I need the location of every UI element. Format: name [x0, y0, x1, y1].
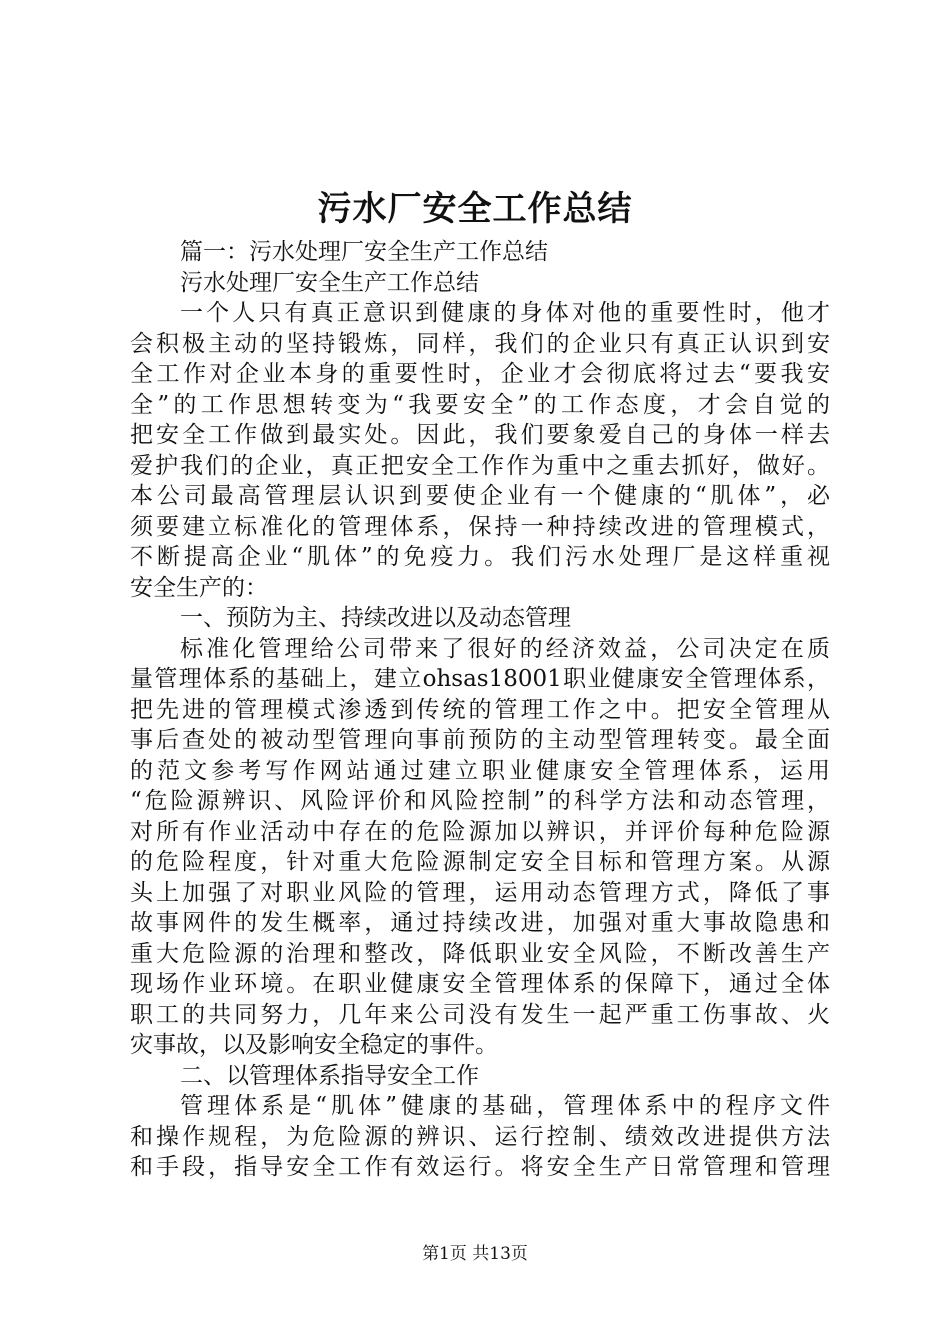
body-line: 全工作对企业本身的重要性时，企业才会彻底将过去“要我安: [130, 361, 830, 387]
document-title: 污水厂安全工作总结: [317, 189, 633, 229]
document-body: [130, 237, 830, 1183]
body-line: 对所有作业活动中存在的危险源加以辨识，并评价每种危险源: [130, 818, 830, 845]
body-line: 标准化管理给公司带来了很好的经济效益，公司决定在质: [180, 635, 830, 662]
body-line: 爱护我们的企业，真正把安全工作作为重中之重去抓好，做好。: [130, 452, 830, 479]
body-line: 二、以管理体系指导安全工作: [180, 1062, 479, 1089]
body-line: 篇一：污水处理厂安全生产工作总结: [180, 239, 548, 265]
body-line: 职工的共同努力，几年来公司没有发生一起严重工伤事故、火: [130, 1001, 830, 1028]
body-line: 量管理体系的基础上，建立ohsas18001职业健康安全管理体系，: [130, 666, 830, 692]
body-line: 现场作业环境。在职业健康安全管理体系的保障下，通过全体: [130, 971, 830, 997]
body-line: 安全生产的：: [130, 574, 268, 601]
body-line: 会积极主动的坚持锻炼，同样，我们的企业只有真正认识到安: [130, 330, 830, 357]
body-line: 不断提高企业“肌体”的免疫力。我们污水处理厂是这样重视: [130, 544, 830, 570]
body-line: 管理体系是“肌体”健康的基础，管理体系中的程序文件: [180, 1093, 830, 1119]
body-line: 故事网件的发生概率，通过持续改进，加强对重大事故隐患和: [130, 910, 830, 936]
body-line: 须要建立标准化的管理体系，保持一种持续改进的管理模式，: [130, 513, 830, 540]
body-line: 事后查处的被动型管理向事前预防的主动型管理转变。最全面: [130, 727, 830, 753]
body-line: 灾事故，以及影响安全稳定的事件。: [130, 1032, 498, 1058]
body-line: 把安全工作做到最实处。因此，我们要象爱自己的身体一样去: [130, 422, 830, 448]
body-line: 重大危险源的治理和整改，降低职业安全风险，不断改善生产: [130, 940, 830, 967]
body-line: “危险源辨识、风险评价和风险控制”的科学方法和动态管理，: [130, 788, 830, 814]
body-line: 把先进的管理模式渗透到传统的管理工作之中。把安全管理从: [130, 696, 830, 723]
body-line: 和手段，指导安全工作有效运行。将安全生产日常管理和管理: [130, 1154, 830, 1180]
body-line: 头上加强了对职业风险的管理，运用动态管理方式，降低了事: [130, 879, 830, 906]
body-line: 和操作规程，为危险源的辨识、运行控制、绩效改进提供方法: [130, 1123, 830, 1150]
body-line: 污水处理厂安全生产工作总结: [180, 269, 479, 296]
body-line: 一、预防为主、持续改进以及动态管理: [180, 605, 571, 631]
body-line: 全”的工作思想转变为“我要安全”的工作态度，才会自觉的: [130, 391, 830, 418]
body-line: 的范文参考写作网站通过建立职业健康安全管理体系，运用: [130, 757, 830, 784]
page-footer: 第1页 共13页: [422, 1244, 528, 1264]
body-line: 本公司最高管理层认识到要使企业有一个健康的“肌体”，必: [130, 483, 830, 509]
body-line: 一个人只有真正意识到健康的身体对他的重要性时，他才: [180, 300, 830, 326]
body-line: 的危险程度，针对重大危险源制定安全目标和管理方案。从源: [130, 849, 830, 875]
